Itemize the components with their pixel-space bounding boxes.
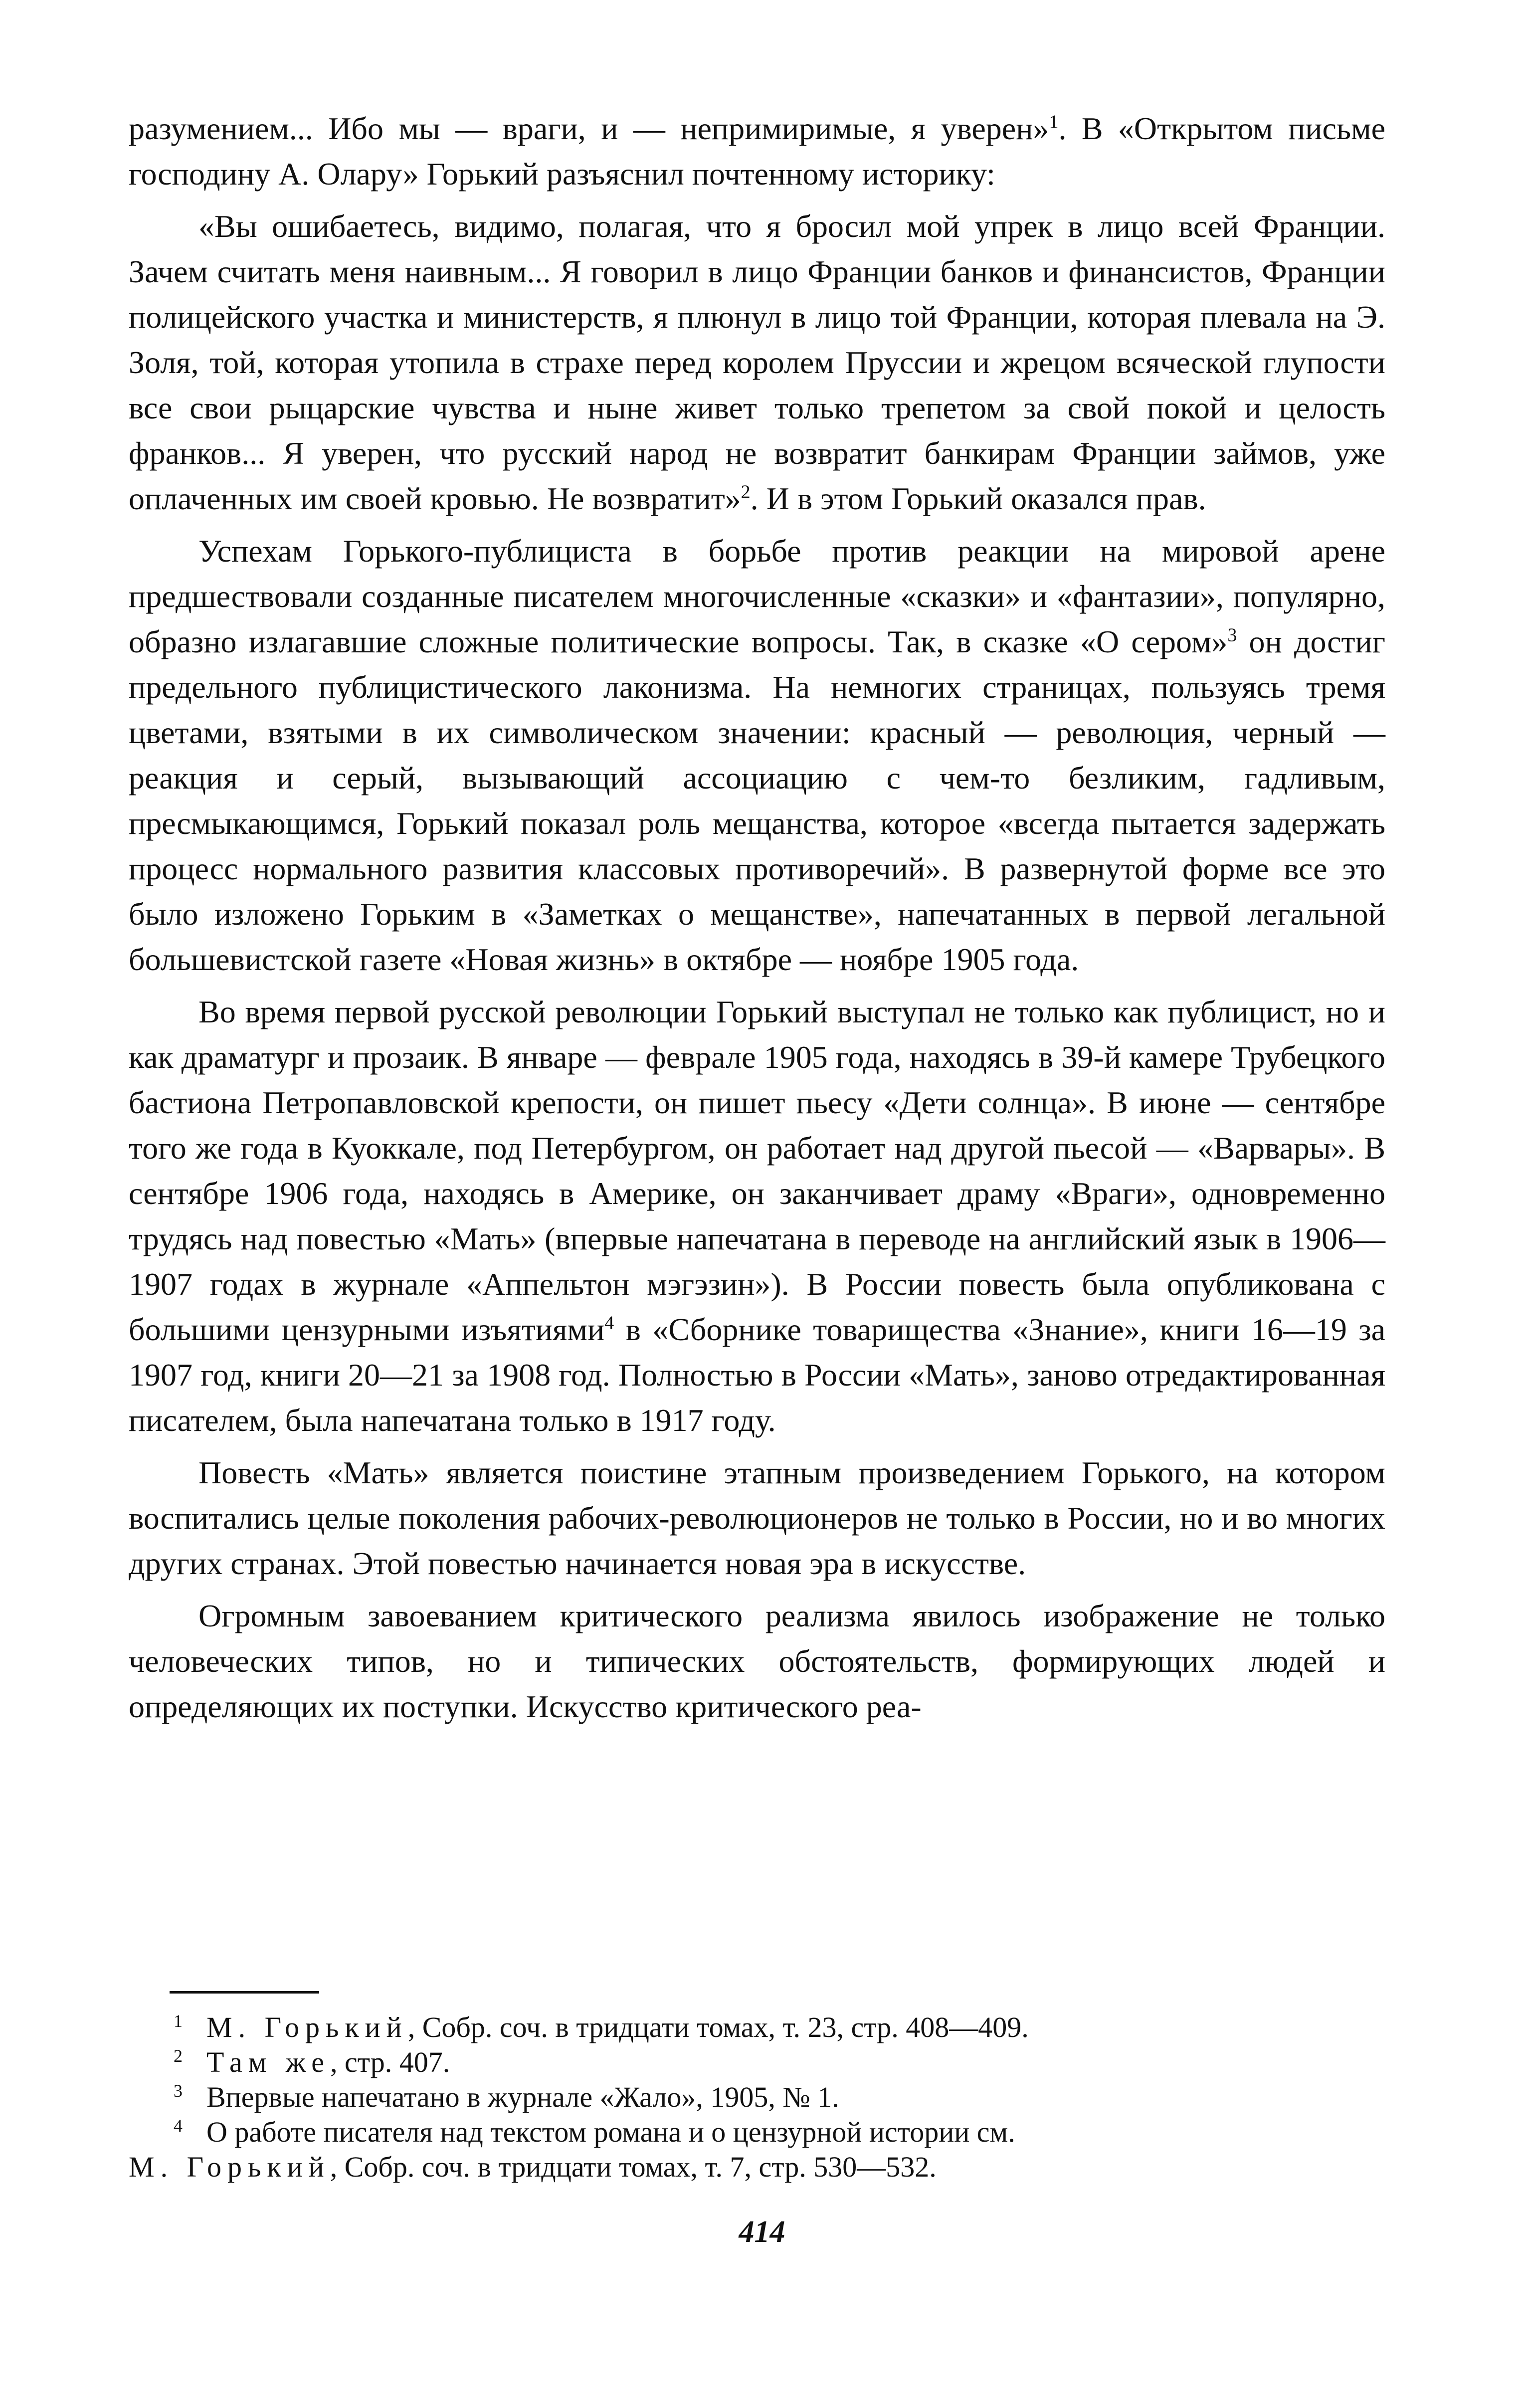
paragraph-text: . И в этом Горький оказался прав. [750,481,1206,516]
paragraph [129,989,1385,1443]
paragraph [129,1450,1385,1586]
footnote-text: О работе писателя над текстом романа и о цензурной истории см. [206,2116,1015,2148]
footnote-marker: 4 [604,1312,614,1334]
paragraph-text: «Вы ошибаетесь, видимо, полагая, что я бросил мой упрек в лицо всей Франции. Зачем считать меня наивным... Я говорил в лицо Франции банков и финансистов, Франции полицейского участка и министерств, я плюнул в лицо той Франции, которая плевала на Э. Золя, той, которая утопила в страхе перед королем Пруссии и жрецом всяческой глупости все свои рыцарские чувства и ныне живет только трепетом за свой покой и целость франков... Я уверен, что русский народ не возвратит банкирам Франции займов, уже оплаченных им своей кровью. Не возвратит» [129,208,1385,516]
paragraph-text: он достиг предельного публицистического лаконизма. На немногих страницах, пользуясь тремя цветами, взятыми в их символическом значении: красный — революция, черный — реакция и серый, вызывающий ассоциацию с чем-то безликим, гадливым, пресмыкающимся, Горький показал роль мещанства, которое «всегда пытается задержать процесс нормального развития классовых противоречий». В развернутой форме все это было изложено Горьким в «Заметках о мещанстве», напечатанных в первой легальной большевистской газете «Новая жизнь» в октябре — ноябре 1905 года. [129,624,1386,977]
paragraph-text: Повесть «Мать» является поистине этапным произведением Горького, на котором воспитались целые поколения рабочих-революционеров не только в России, но и во многих других странах. Этой повестью начинается новая эра в искусстве. [129,1455,1385,1581]
paragraph [129,528,1385,982]
paragraph-text: Успехам Горького-публициста в борьбе против реакции на мировой арене предшествовали созданные писателем многочисленные «сказки» и «фантазии», популярно, образно излагавшие сложные политические вопросы. Так, в сказке «О сером» [129,533,1385,659]
footnote-text: , Собр. соч. в тридцати томах, т. 23, стр. 408—409. [407,2011,1029,2043]
footnote-marker: 2 [741,481,751,503]
footnote-author: М. Горький [206,2011,408,2043]
footnote [129,2150,1385,2185]
paragraph-text: в «Сборнике товарищества «Знание», книги 16—19 за 1907 год, книги 20—21 за 1908 год. Полностью в России «Мать», заново отредактированная писателем, была напечатана только в 1917 году. [129,1312,1386,1438]
paragraph-text: Огромным завоеванием критического реализма явилось изображение не только человеческих типов, но и типических обстоятельств, формирующих людей и определяющих их поступки. Искусство критического реа- [129,1598,1385,1724]
footnote: 1 М. Горький, Собр. соч. в тридцати томах, т. 23, стр. 408—409. [174,2010,1029,2043]
paragraph-text: Во время первой русской революции Горький выступал не только как публицист, но и как драматург и прозаик. В январе — феврале 1905 года, находясь в 39-й камере Трубецкого бастиона Петропавловской крепости, он пишет пьесу «Дети солнца». В июне — сентябре того же года в Куоккале, под Петербургом, он работает над другой пьесой — «Варвары». В сентябре 1906 года, находясь в Америке, он заканчивает драму «Враги», одновременно трудясь над повестью «Мать» (впервые напечатана в переводе на английский язык в 1906—1907 годах в журнале «Аппельтон мэгэзин»). В России повесть была опубликована с большими цензурными изъятиями [129,994,1385,1347]
footnote-author: Там же [206,2046,330,2078]
paragraph [129,106,1385,197]
footnote-divider [170,1991,319,1994]
footnote: 4 О работе писателя над текстом романа и о цензурной истории см. [174,2115,1015,2148]
footnote-marker: 1 [1049,111,1059,133]
main-text [129,106,1385,1729]
footnote-text: , стр. 407. [330,2046,450,2078]
page-number: 414 [739,2215,785,2249]
footnote-text: , Собр. соч. в тридцати томах, т. 7, стр. 530—532. [330,2151,937,2183]
footnote: 2 Там же, стр. 407. [174,2045,450,2078]
footnote: 3 Впервые напечатано в журнале «Жало», 1905, № 1. [174,2080,839,2113]
footnotes [129,2010,1385,2185]
footnote-author: М. Горький [129,2151,330,2183]
paragraph [129,1593,1385,1729]
footnote-text: Впервые напечатано в журнале «Жало», 1905, № 1. [206,2081,839,2113]
paragraph [129,203,1385,521]
paragraph-text: . В «Открытом письме господину А. Олару» Горький разъяснил почтенному историку: [129,111,1386,192]
footnote-marker: 3 [1227,624,1237,646]
paragraph-text: разумением... Ибо мы — враги, и — непримиримые, я уверен» [129,111,1049,146]
